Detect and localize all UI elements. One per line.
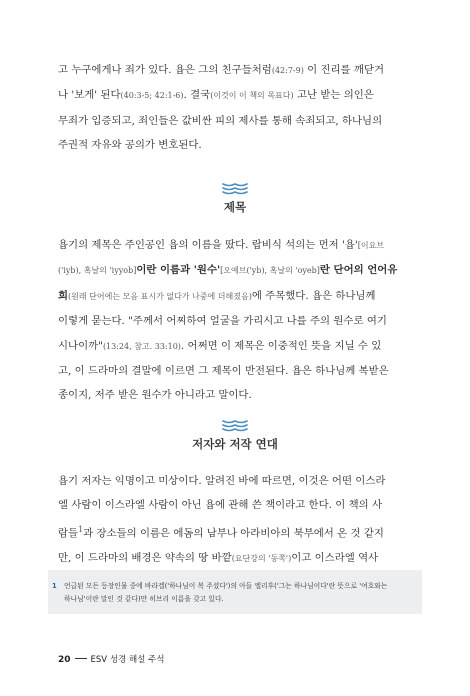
page-folio <box>58 653 164 665</box>
paragraph-authorship <box>58 469 414 571</box>
text-line: 희(원래 단어에는 모음 표시가 없다가 나중에 더해졌음)에 주목했다. 욥은 하나님께 <box>58 289 376 302</box>
paragraph-title <box>58 233 414 408</box>
text-line: 람들$^1$과 장소들의 이름은 에돔의 남부나 아라비아의 북부에서 온 것 같지 <box>58 524 384 540</box>
folio-divider <box>75 658 87 659</box>
book-pages-icon <box>222 181 248 195</box>
section-heading-authorship: 저자와 저작 연대 <box>192 437 278 451</box>
footnote-reference[interactable]: 1 <box>78 524 84 534</box>
text-line: 시나이까"(13:24, 참고. 33:10). 어쩌면 이 제목은 이중적인 뜻을 지닐 수 있 <box>58 339 382 352</box>
section-heading-title: 제목 <box>223 200 247 214</box>
text-line: 주권적 자유와 공의가 변호된다. <box>58 139 202 152</box>
text-line: 종이지, 저주 받은 원수가 아니라고 말이다. <box>58 389 252 402</box>
footnote <box>52 580 412 606</box>
paragraph-intro <box>58 58 414 158</box>
text-line: 나 '보게' 된다(40:3-5; 42:1-6). 결국(이것이 이 책의 목표다) 고난 받는 의인은 <box>58 89 374 102</box>
text-line: 고, 이 드라마의 결말에 이르면 그 제목이 반전된다. 욥은 하나님께 복받은 <box>58 365 389 378</box>
text-line: 무죄가 입증되고, 죄인들은 값비싼 피의 제사를 통해 속죄되고, 하나님의 <box>58 114 383 127</box>
footnote-line: 하나님'이란 말인 것 같다)만 히브리 이름을 갖고 있다. <box>64 595 224 603</box>
text-line: 고 누구에게나 죄가 있다. 욥은 그의 친구들처럼(42:7-9) 이 진리를 깨닫거 <box>58 64 384 76</box>
text-line: 엘 사람이 이스라엘 사람이 아닌 욥에 관해 쓴 책이라고 한다. 이 책의 사 <box>58 499 382 512</box>
footnote-line: 언급된 모든 등장인물 중에 바라겔('하나님이 복 주셨다')의 아들 엘리후('그는 하나님이다'란 뜻으로 '여호와는 <box>64 582 388 590</box>
running-title: ESV 성경 해설 주석 <box>90 655 165 665</box>
text-line: ('iyb), 혹날의 'iyyob]이란 이름과 '원수'[오예브('yb), 혹날의 'oyeb]란 단어의 언어유 <box>58 264 398 277</box>
text-line: 이렇게 묻는다. "주께서 어찌하여 얼굴을 가리시고 나를 주의 원수로 여기 <box>58 315 387 328</box>
text-line: 욥기의 제목은 주인공인 욥의 이름을 땄다. 랍비식 석의는 먼저 '욥'[이요브 <box>58 239 385 251</box>
footnote-number: 1 <box>52 582 57 590</box>
text-line: 만, 이 드라마의 배경은 약속의 땅 바깥(요단강의 '동쪽')이고 이스라엘 역사 <box>58 551 379 564</box>
page-number: 20 <box>58 655 71 665</box>
text-line: 욥기 저자는 익명이고 미상이다. 알려진 바에 따르면, 이것은 어떤 이스라 <box>58 475 386 487</box>
book-pages-icon <box>222 418 248 432</box>
